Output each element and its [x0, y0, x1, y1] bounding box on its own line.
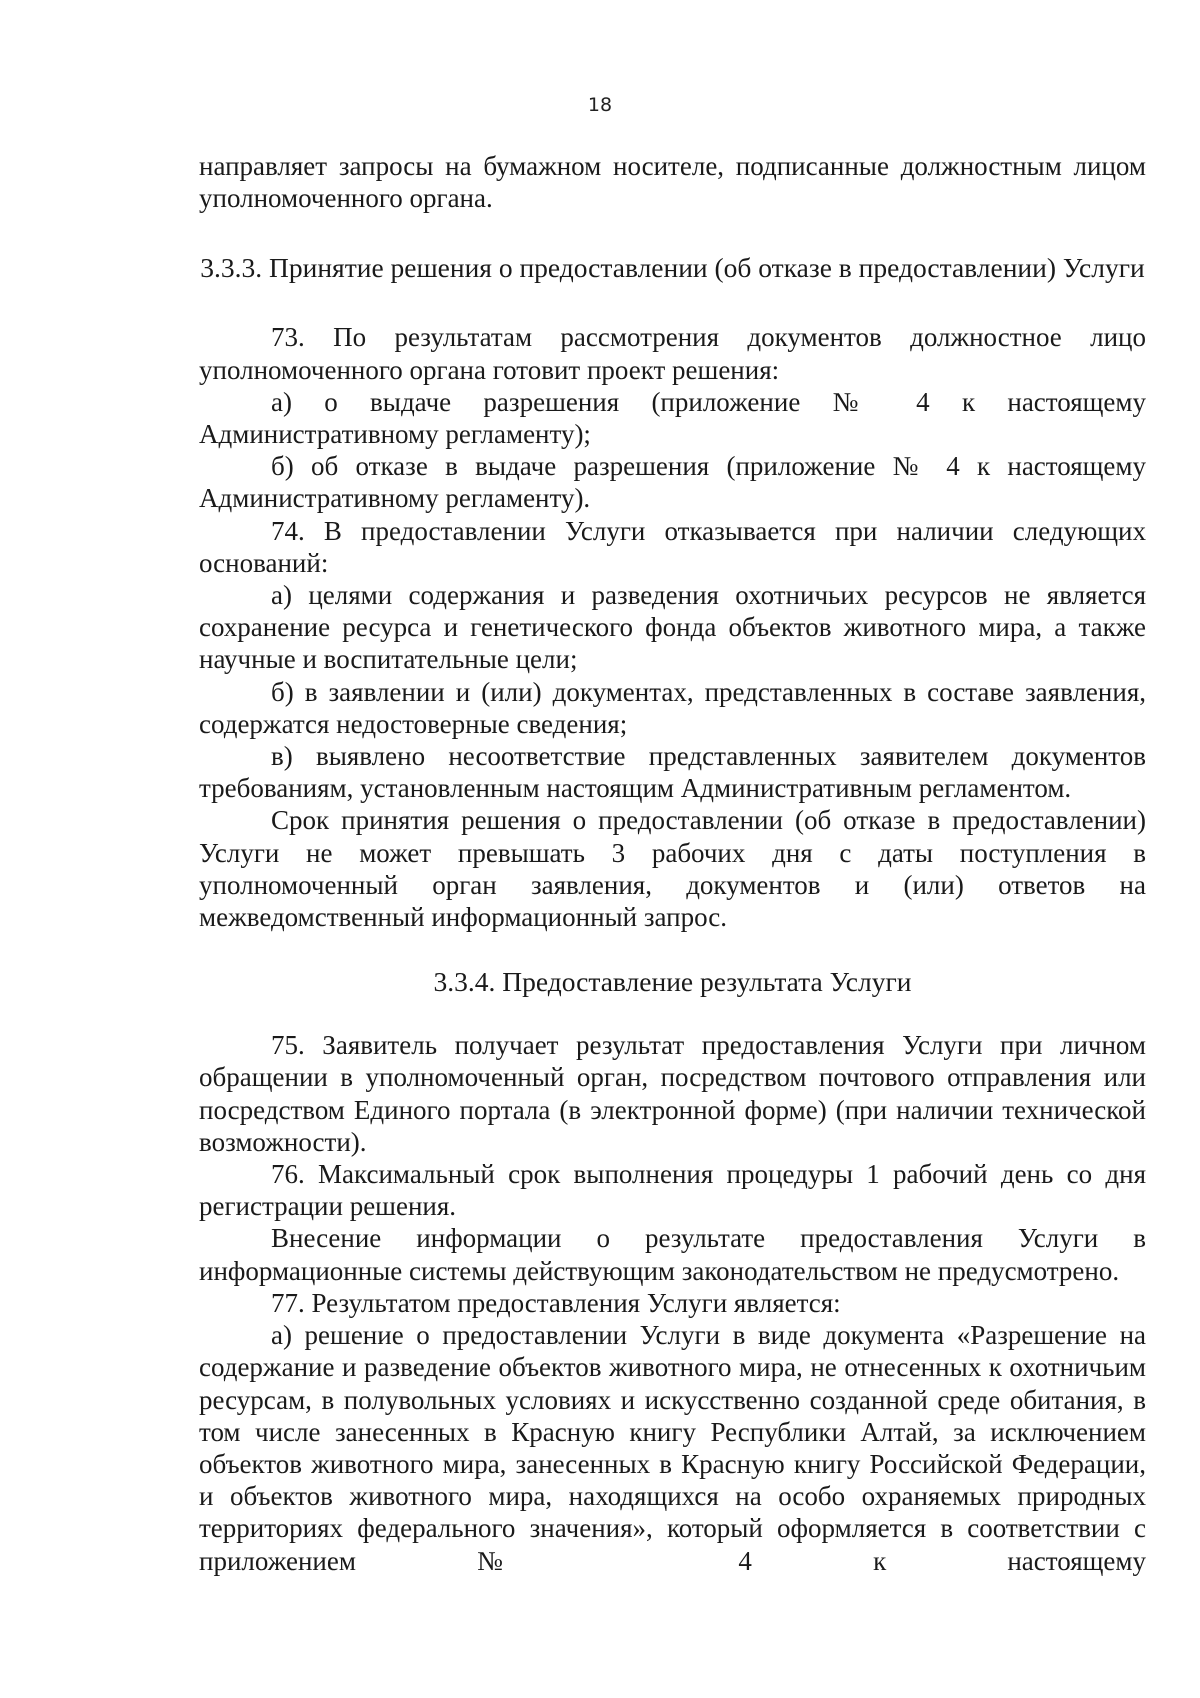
paragraph-decision-term: Срок принятия решения о предоставлении (об отказе в предоставлении) Услуги не может превышать 3 рабочих дня с даты поступления в уполномоченный орган заявления, документов и (или) ответов на межведомственный информационный запрос. — [199, 805, 1146, 933]
paragraph-continuation: направляет запросы на бумажном носителе, подписанные должностным лицом уполномоченного органа. — [199, 151, 1146, 214]
section-heading-3-3-3: 3.3.3. Принятие решения о предоставлении (об отказе в предоставлении) Услуги — [200, 252, 1145, 284]
paragraph-73-b: б) об отказе в выдаче разрешения (приложение № 4 к настоящему Административному регламенту). — [199, 451, 1146, 514]
paragraph-77: 77. Результатом предоставления Услуги является: — [271, 1287, 841, 1318]
paragraph-73: 73. По результатам рассмотрения документов должностное лицо уполномоченного органа готовит проект решения: — [199, 322, 1146, 385]
paragraph-73-a: а) о выдаче разрешения (приложение № 4 к настоящему Административному регламенту); — [199, 386, 1146, 450]
paragraph-77-a: а) решение о предоставлении Услуги в виде документа «Разрешение на содержание и разведение объектов животного мира, не отнесенных к охотничьим ресурсам, в полувольных условиях и искусственно созданной среде обитания, в том числе занесенных в Красную книгу Республики Алтай, за исключением объектов животного мира, занесенных в Красную книгу Российской Федерации, и объектов животного мира, находящихся на особо охраняемых природных территориях федерального значения», который оформляется в соответствии с приложением № 4 к настоящему — [199, 1320, 1146, 1576]
page-number: 18 — [587, 94, 613, 116]
paragraph-74-a: а) целями содержания и разведения охотничьих ресурсов не является сохранение ресурса и генетического фонда объектов животного мира, а также научные и воспитательные цели; — [199, 580, 1146, 675]
document-body — [199, 150, 1146, 1577]
paragraph-74: 74. В предоставлении Услуги отказывается при наличии следующих оснований: — [199, 515, 1146, 578]
section-heading-3-3-4: 3.3.4. Предоставление результата Услуги — [433, 966, 912, 998]
paragraph-76-info: Внесение информации о результате предоставления Услуги в информационные системы действующим законодательством не предусмотрено. — [199, 1223, 1146, 1286]
paragraph-76: 76. Максимальный срок выполнения процедуры 1 рабочий день со дня регистрации решения. — [199, 1159, 1146, 1222]
paragraph-75: 75. Заявитель получает результат предоставления Услуги при личном обращении в уполномоченный орган, посредством почтового отправления или посредством Единого портала (в электронной форме) (при наличии технической возможности). — [199, 1030, 1146, 1157]
paragraph-74-c: в) выявлено несоответствие представленных заявителем документов требованиям, установленным настоящим Административным регламентом. — [199, 741, 1146, 804]
paragraph-74-b: б) в заявлении и (или) документах, представленных в составе заявления, содержатся недостоверные сведения; — [199, 676, 1146, 739]
